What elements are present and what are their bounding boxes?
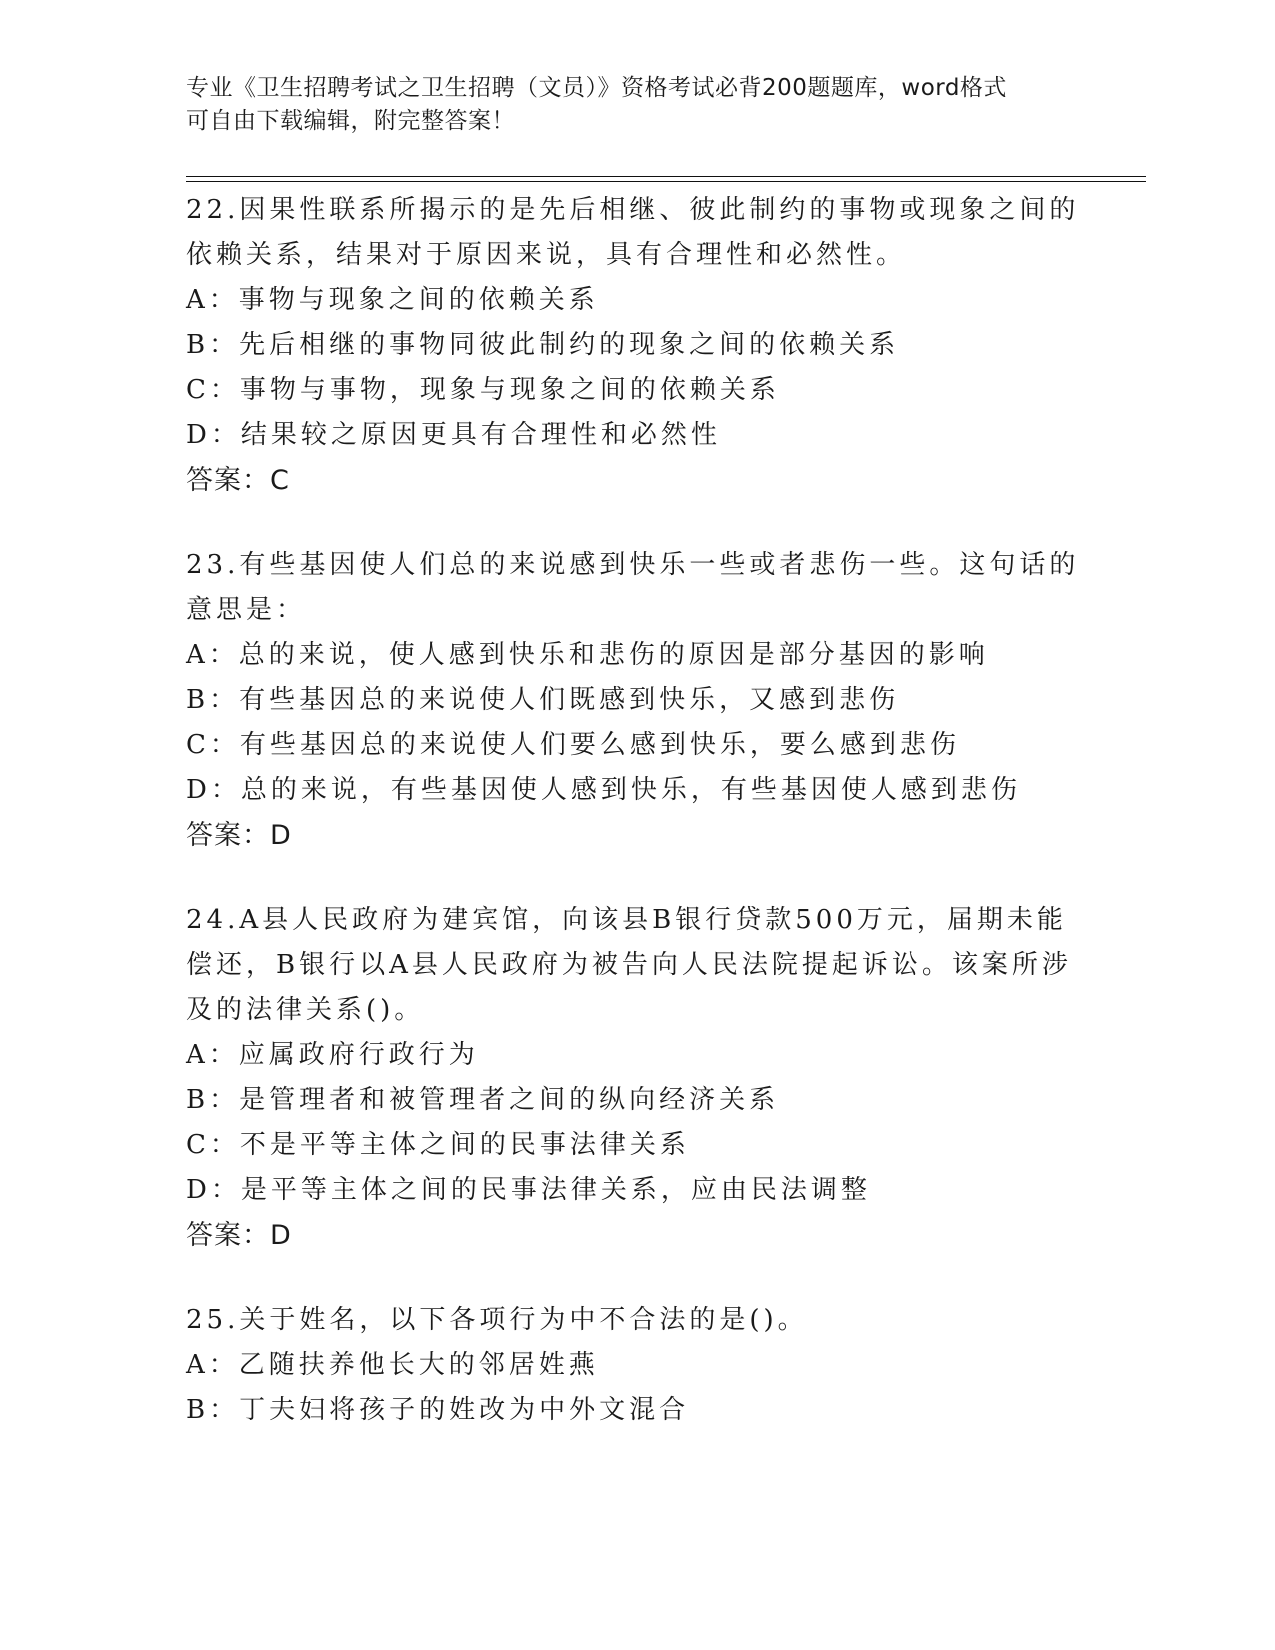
question-24 [186, 898, 1086, 1258]
option-a: A：乙随扶养他长大的邻居姓燕 [186, 1350, 599, 1380]
question-stem: 25.关于姓名，以下各项行为中不合法的是()。 [186, 1305, 808, 1335]
question-stem: 24.A县人民政府为建宾馆，向该县B银行贷款500万元，届期未能偿还，B银行以A县人民政府为被告向人民法院提起诉讼。该案所涉及的法律关系()。 [186, 905, 1072, 1025]
option-d: D：总的来说，有些基因使人感到快乐，有些基因使人感到悲伤 [186, 775, 1021, 805]
answer-label: 答案：C [186, 465, 290, 496]
option-d: D：结果较之原因更具有合理性和必然性 [186, 420, 721, 450]
header-double-rule [186, 176, 1146, 182]
document-header [186, 72, 1086, 138]
option-b: B：丁夫妇将孩子的姓改为中外文混合 [186, 1395, 690, 1425]
answer-label: 答案：D [186, 1220, 292, 1251]
option-a: A：事物与现象之间的依赖关系 [186, 285, 599, 315]
question-stem: 22.因果性联系所揭示的是先后相继、彼此制约的事物或现象之间的依赖关系，结果对于原因来说，具有合理性和必然性。 [186, 195, 1080, 270]
option-c: C：有些基因总的来说使人们要么感到快乐，要么感到悲伤 [186, 730, 960, 760]
option-b: B：是管理者和被管理者之间的纵向经济关系 [186, 1085, 780, 1115]
option-b: B：有些基因总的来说使人们既感到快乐，又感到悲伤 [186, 685, 900, 715]
answer-label: 答案：D [186, 820, 292, 851]
option-d: D：是平等主体之间的民事法律关系，应由民法调整 [186, 1175, 871, 1205]
header-title-line-1: 专业《卫生招聘考试之卫生招聘（文员）》资格考试必背200题题库，word格式 [186, 75, 1007, 101]
option-c: C：事物与事物，现象与现象之间的依赖关系 [186, 375, 780, 405]
option-c: C：不是平等主体之间的民事法律关系 [186, 1130, 690, 1160]
question-23 [186, 543, 1086, 858]
header-title-line-2: 可自由下载编辑，附完整答案！ [186, 108, 515, 134]
question-list [186, 188, 1086, 1473]
question-stem: 23.有些基因使人们总的来说感到快乐一些或者悲伤一些。这句话的意思是： [186, 550, 1080, 625]
option-a: A：应属政府行政行为 [186, 1040, 479, 1070]
option-b: B：先后相继的事物同彼此制约的现象之间的依赖关系 [186, 330, 900, 360]
question-25 [186, 1298, 1086, 1433]
question-22 [186, 188, 1086, 503]
option-a: A：总的来说，使人感到快乐和悲伤的原因是部分基因的影响 [186, 640, 989, 670]
